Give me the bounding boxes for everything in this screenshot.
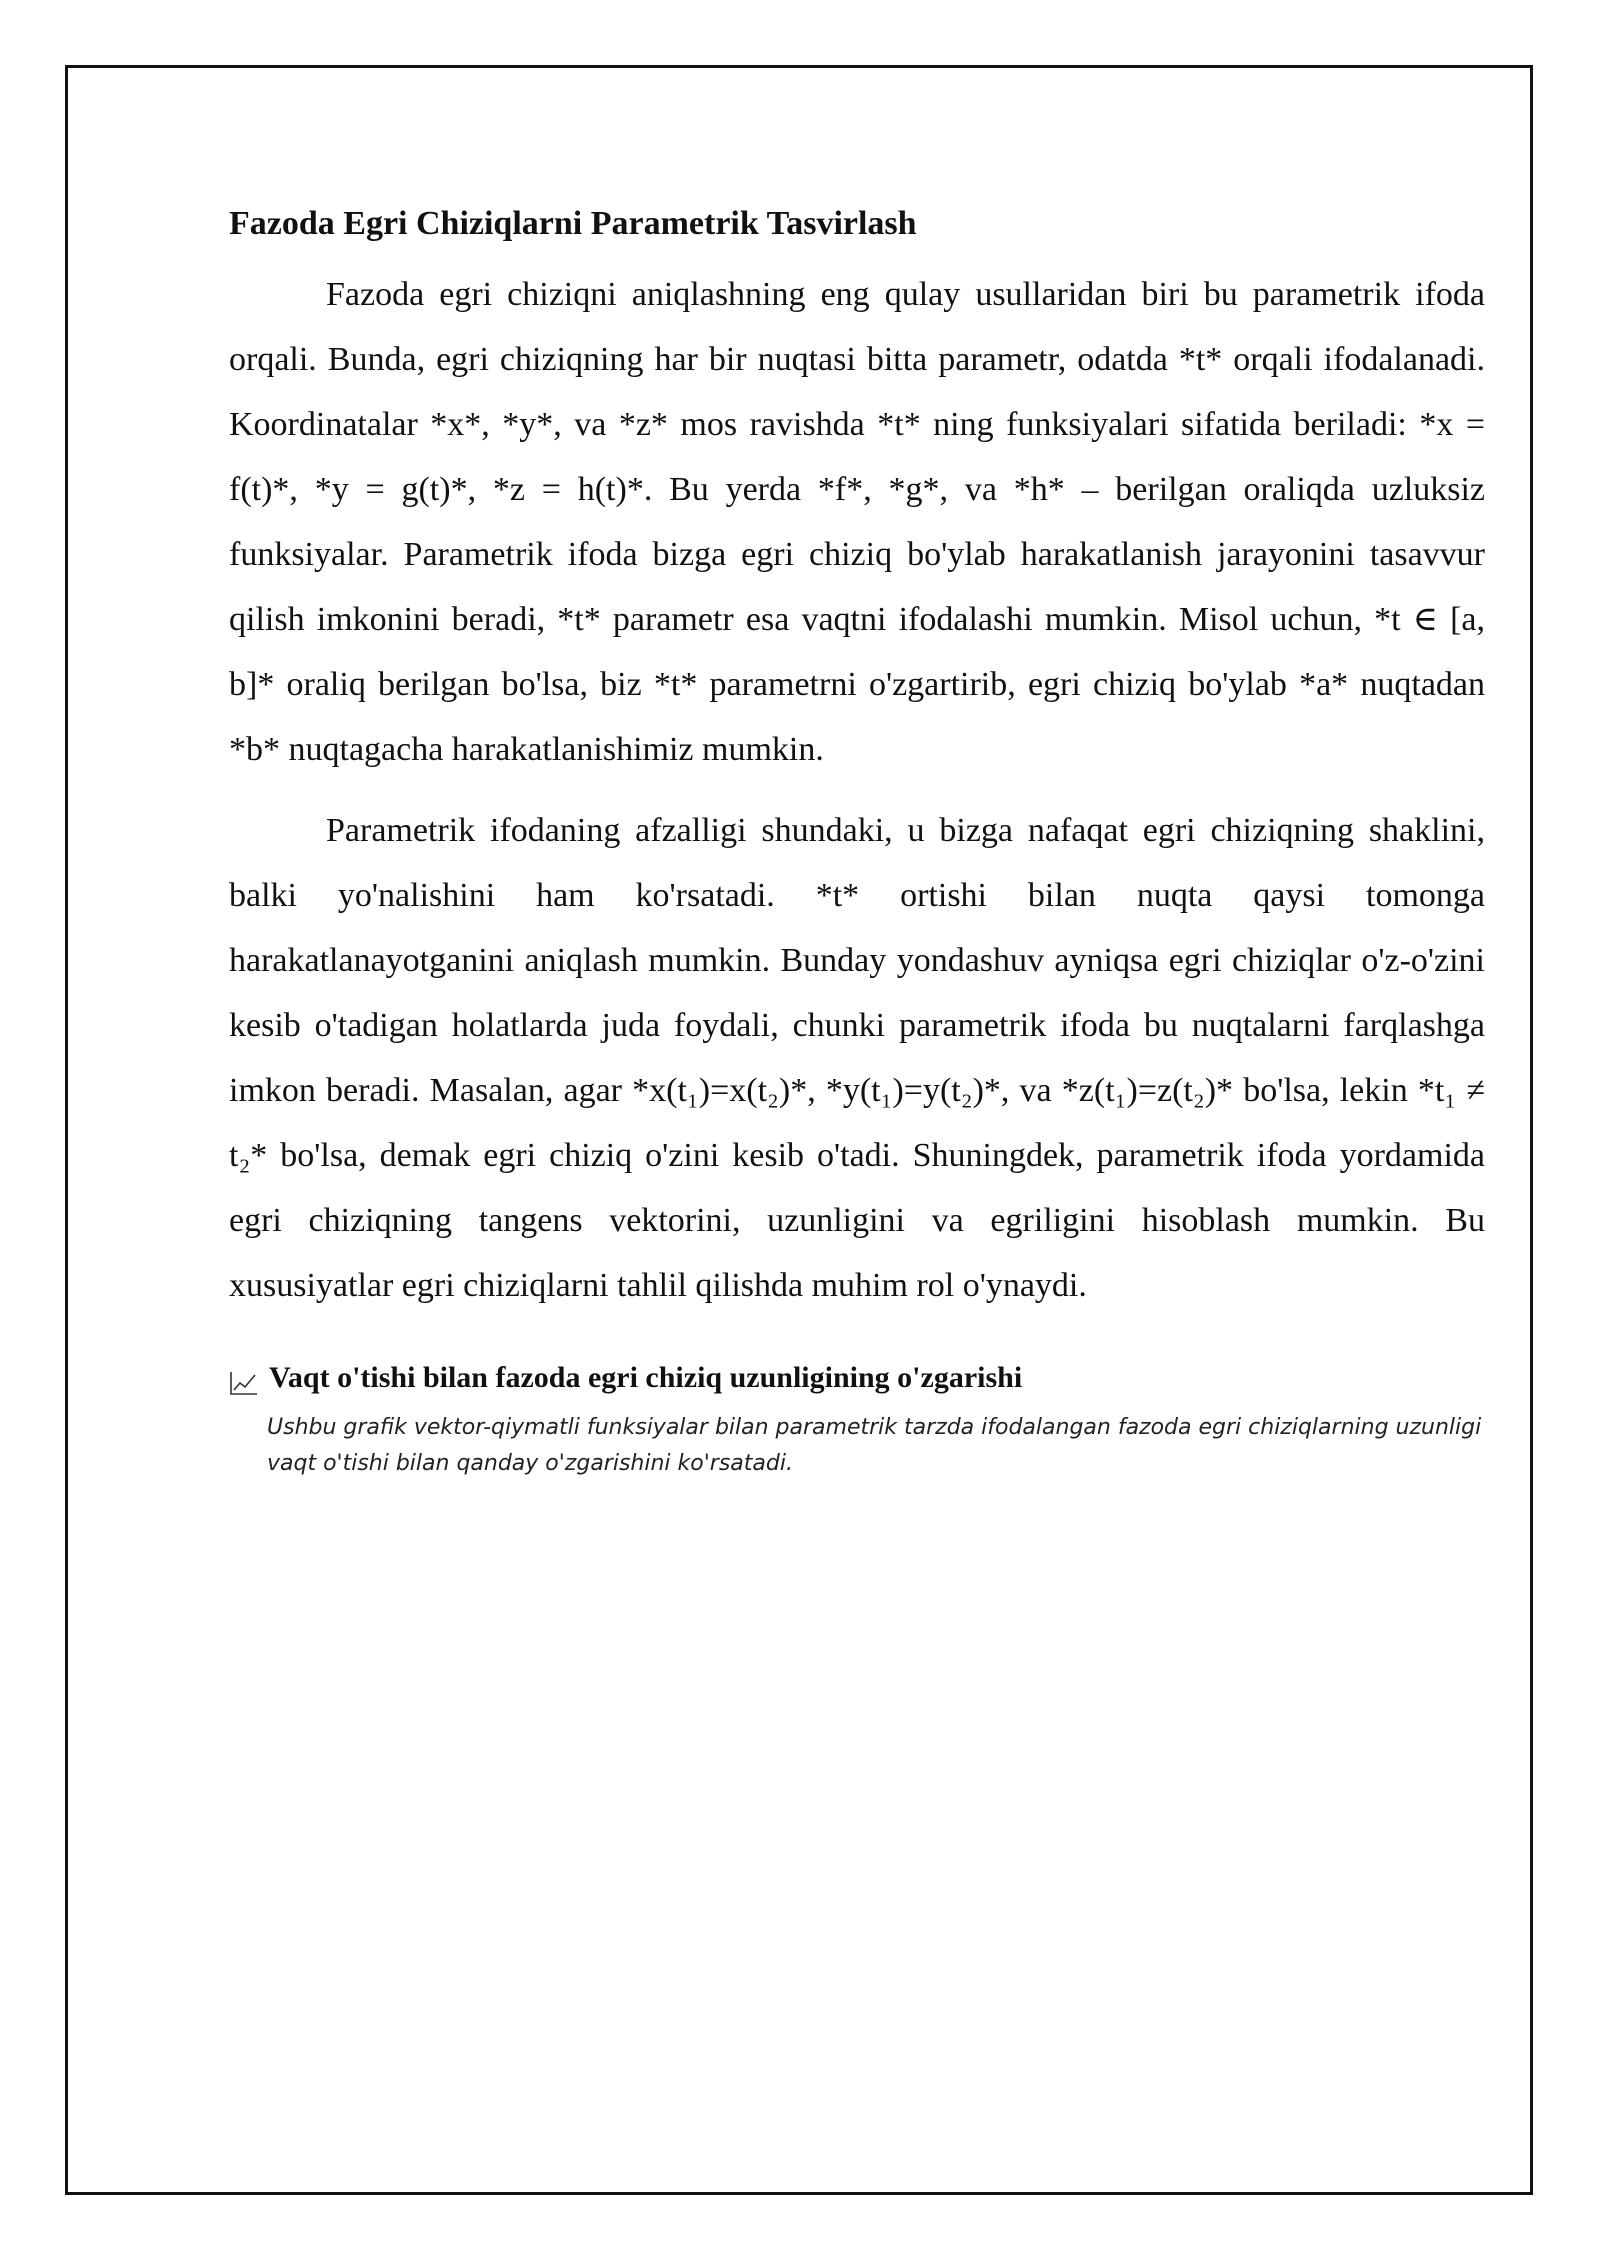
figure-caption-description: Ushbu grafik vektor-qiymatli funksiyalar bilan parametrik tarzda ifodalangan fazoda egri chiziqlarning uzunligi vaqt o'tishi bilan qanday o'zgarishini ko'rsatadi. (267, 1415, 1482, 1476)
document-body (229, 200, 1485, 1482)
chart-line-icon (229, 1365, 259, 1391)
figure-caption (229, 1356, 1485, 1482)
figure-caption-title: Vaqt o'tishi bilan fazoda egri chiziq uzunligining o'zgarishi (269, 1361, 1023, 1394)
document-title: Fazoda Egri Chiziqlarni Parametrik Tasvirlash (229, 205, 917, 242)
paragraph-1: Fazoda egri chiziqni aniqlashning eng qulay usullaridan biri bu parametrik ifoda orqali. Bunda, egri chiziqning har bir nuqtasi bitta parametr, odatda *t* orqali ifodalanadi. Koordinatalar *x*, *y*, va *z* mos ravishda *t* ning funksiyalari sifatida beriladi: *x = f(t)*, *y = g(t)*, *z = h(t)*. Bu yerda *f*, *g*, va *h* – berilgan oraliqda uzluksiz funksiyalar. Parametrik ifoda bizga egri chiziq bo'ylab harakatlanish jarayonini tasavvur qilish imkonini beradi, *t* parametr esa vaqtni ifodalashi mumkin. Misol uchun, *t ∈ [a, b]* oraliq berilgan bo'lsa, biz *t* parametrni o'zgartirib, egri chiziq bo'ylab *a* nuqtadan *b* nuqtagacha harakatlanishimiz mumkin. (229, 276, 1485, 768)
figure-caption-title-row (229, 1356, 1485, 1400)
paragraph-2: Parametrik ifodaning afzalligi shundaki, u bizga nafaqat egri chiziqning shaklini, balki yo'nalishini ham ko'rsatadi. *t* ortishi bilan nuqta qaysi tomonga harakatlanayotganini aniqlash mumkin. Bunday yondashuv ayniqsa egri chiziqlar o'z-o'zini kesib o'tadigan holatlarda juda foydali, chunki parametrik ifoda bu nuqtalarni farqlashga imkon beradi. Masalan, agar *x(t₁)=x(t₂)*, *y(t₁)=y(t₂)*, va *z(t₁)=z(t₂)* bo'lsa, lekin *t₁ ≠ t₂* bo'lsa, demak egri chiziq o'zini kesib o'tadi. Shuningdek, parametrik ifoda yordamida egri chiziqning tangens vektorini, uzunligini va egriligini hisoblash mumkin. Bu xususiyatlar egri chiziqlarni tahlil qilishda muhim rol o'ynaydi. (229, 812, 1485, 1304)
